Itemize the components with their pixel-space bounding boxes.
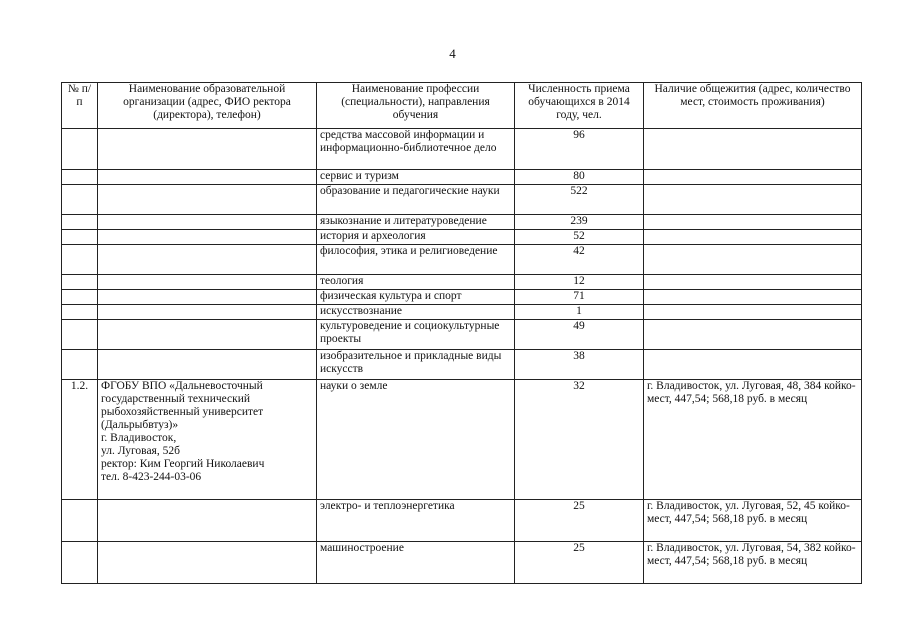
cell-org bbox=[98, 500, 317, 542]
cell-profession: культуроведение и социокультурные проекты bbox=[317, 320, 515, 350]
cell-count: 96 bbox=[515, 129, 644, 170]
table-row bbox=[62, 185, 862, 215]
cell-dorm: г. Владивосток, ул. Луговая, 54, 382 койко-мест, 447,54; 568,18 руб. в месяц bbox=[644, 542, 862, 584]
cell-num bbox=[62, 245, 98, 275]
cell-org bbox=[98, 542, 317, 584]
cell-count: 12 bbox=[515, 275, 644, 290]
table-row bbox=[62, 129, 862, 170]
admission-table bbox=[61, 82, 862, 584]
cell-num bbox=[62, 275, 98, 290]
cell-dorm bbox=[644, 230, 862, 245]
cell-org bbox=[98, 245, 317, 275]
table-row bbox=[62, 320, 862, 350]
cell-profession: физическая культура и спорт bbox=[317, 290, 515, 305]
cell-dorm bbox=[644, 245, 862, 275]
cell-count: 52 bbox=[515, 230, 644, 245]
cell-org bbox=[98, 129, 317, 170]
cell-num bbox=[62, 350, 98, 380]
table-row bbox=[62, 305, 862, 320]
cell-count: 38 bbox=[515, 350, 644, 380]
table-row bbox=[62, 275, 862, 290]
header-dorm: Наличие общежития (адрес, количество мест, стоимость проживания) bbox=[644, 83, 862, 129]
cell-org bbox=[98, 320, 317, 350]
cell-dorm: г. Владивосток, ул. Луговая, 52, 45 койко-мест, 447,54; 568,18 руб. в месяц bbox=[644, 500, 862, 542]
cell-org bbox=[98, 290, 317, 305]
table-row bbox=[62, 350, 862, 380]
cell-profession: машиностроение bbox=[317, 542, 515, 584]
cell-num: 1.2. bbox=[62, 380, 98, 500]
cell-org bbox=[98, 170, 317, 185]
cell-dorm bbox=[644, 129, 862, 170]
table-row bbox=[62, 170, 862, 185]
cell-num bbox=[62, 129, 98, 170]
cell-org: ФГОБУ ВПО «Дальневосточный государственный технический рыбохозяйственный университет (Дальрыбвтуз)» г. Владивосток, ул. Луговая, 52б ректор: Ким Георгий Николаевич тел. 8-423-244-03-06 bbox=[98, 380, 317, 500]
cell-count: 1 bbox=[515, 305, 644, 320]
page-number: 4 bbox=[449, 46, 456, 61]
cell-profession: изобразительное и прикладные виды искусств bbox=[317, 350, 515, 380]
cell-dorm bbox=[644, 275, 862, 290]
cell-org bbox=[98, 185, 317, 215]
table-row bbox=[62, 230, 862, 245]
cell-profession: искусствознание bbox=[317, 305, 515, 320]
cell-dorm bbox=[644, 170, 862, 185]
cell-profession: философия, этика и религиоведение bbox=[317, 245, 515, 275]
cell-count: 49 bbox=[515, 320, 644, 350]
cell-dorm bbox=[644, 320, 862, 350]
cell-dorm bbox=[644, 290, 862, 305]
cell-count: 25 bbox=[515, 500, 644, 542]
cell-count: 239 bbox=[515, 215, 644, 230]
cell-org bbox=[98, 350, 317, 380]
cell-dorm bbox=[644, 185, 862, 215]
cell-num bbox=[62, 215, 98, 230]
cell-org bbox=[98, 305, 317, 320]
table-row bbox=[62, 500, 862, 542]
header-profession: Наименование профессии (специальности), направления обучения bbox=[317, 83, 515, 129]
table-row bbox=[62, 215, 862, 230]
cell-dorm: г. Владивосток, ул. Луговая, 48, 384 койко-мест, 447,54; 568,18 руб. в месяц bbox=[644, 380, 862, 500]
cell-org bbox=[98, 275, 317, 290]
cell-count: 80 bbox=[515, 170, 644, 185]
table-header-row bbox=[62, 83, 862, 129]
cell-profession: языкознание и литературоведение bbox=[317, 215, 515, 230]
cell-count: 522 bbox=[515, 185, 644, 215]
cell-count: 71 bbox=[515, 290, 644, 305]
header-count: Численность приема обучающихся в 2014 году, чел. bbox=[515, 83, 644, 129]
cell-num bbox=[62, 305, 98, 320]
cell-profession: средства массовой информации и информационно-библиотечное дело bbox=[317, 129, 515, 170]
table-row bbox=[62, 542, 862, 584]
header-org: Наименование образовательной организации (адрес, ФИО ректора (директора), телефон) bbox=[98, 83, 317, 129]
cell-profession: теология bbox=[317, 275, 515, 290]
cell-dorm bbox=[644, 215, 862, 230]
cell-count: 42 bbox=[515, 245, 644, 275]
cell-profession: история и археология bbox=[317, 230, 515, 245]
table-row bbox=[62, 380, 862, 500]
cell-num bbox=[62, 185, 98, 215]
cell-count: 32 bbox=[515, 380, 644, 500]
cell-num bbox=[62, 230, 98, 245]
table-row bbox=[62, 245, 862, 275]
cell-dorm bbox=[644, 350, 862, 380]
cell-dorm bbox=[644, 305, 862, 320]
cell-num bbox=[62, 542, 98, 584]
cell-profession: образование и педагогические науки bbox=[317, 185, 515, 215]
cell-num bbox=[62, 290, 98, 305]
cell-org bbox=[98, 215, 317, 230]
header-num: № п/п bbox=[62, 83, 98, 129]
cell-profession: науки о земле bbox=[317, 380, 515, 500]
cell-num bbox=[62, 500, 98, 542]
cell-org bbox=[98, 230, 317, 245]
cell-num bbox=[62, 170, 98, 185]
cell-num bbox=[62, 320, 98, 350]
table-row bbox=[62, 290, 862, 305]
cell-profession: сервис и туризм bbox=[317, 170, 515, 185]
cell-profession: электро- и теплоэнергетика bbox=[317, 500, 515, 542]
cell-count: 25 bbox=[515, 542, 644, 584]
